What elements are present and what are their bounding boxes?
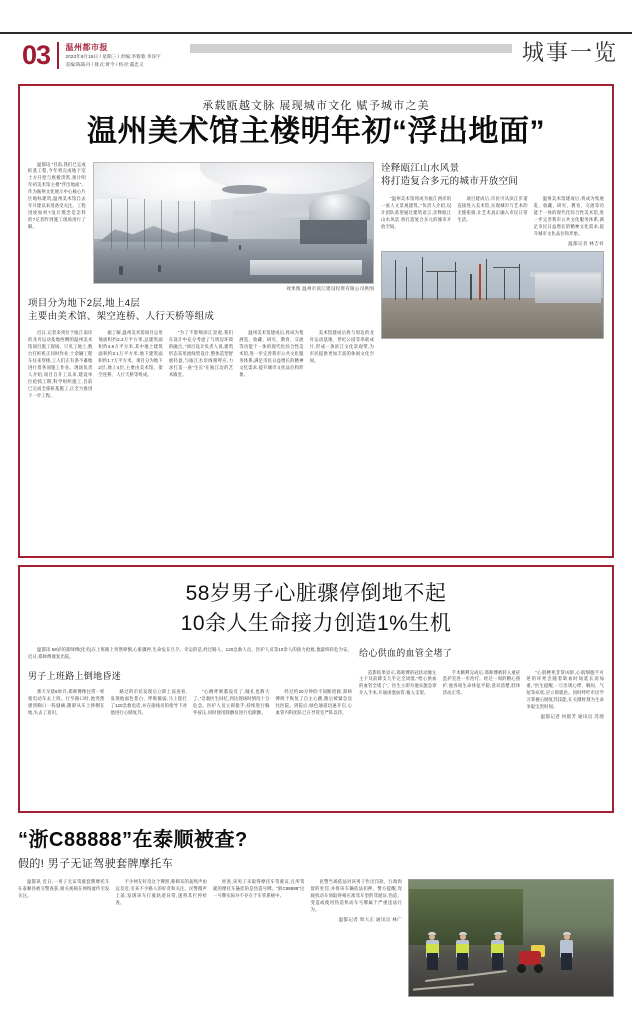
article2-subhead-left: 男子上班路上倒地昏迷 [28, 670, 122, 681]
article2-headline-line-1: 58岁男子心脏骤停倒地不起 [185, 582, 447, 605]
article1-col-2: 据了解,温州美术馆项目总用地面积约2.2万平方米,总建筑面积约4.8万平方米,其中地上建筑面积约3.1万平方米,地下建筑面积约1.7万平方米。项目分为地下2层,地上4层,主要由美术馆、架空连桥、人行天桥等组成。 [98, 330, 163, 377]
article3-col-2: 不少网友好奇这个牌照,称刺耳的轰鸣声由远及近,引来不少路人的好奇和关注。民警循声上前,发现该车行驶轨迹异常,遂将其拦停检查。 [115, 879, 207, 905]
article2-col-4: 经过约20分钟的不间断抢救,郑师傅终于恢复了自主心跳,随后被紧急送往医院。到院后,绿色通道迅速开启,心血管内科团队已在导管室严阵以待。 [275, 689, 353, 715]
article1-col-6: “温州美术馆将成为瓯江两岸的一座人文景观建筑。”负责人介绍,设计团队希望通过建筑语言,诠释瓯江山水风景,将打造复合多元的城市开放空间。 [381, 196, 452, 229]
article3-col-1: 温都讯 近日,一男子无证驾驶套牌摩托车在泰顺县被交警查获,相关视频在网络流传引发关注。 [18, 879, 110, 898]
article2-col-5: 造影结果显示,郑师傅的冠状动脉左主干及前降支几乎完全闭塞,“给心供血的血管全堵了”。医生立即为他实施急诊介入手术,开通闭塞血管,植入支架。 [359, 669, 437, 696]
article1-lead: 温都讯 “目前,我们已完成桩基工程,今年将完成地下室土方开挖与底板浇筑,预计明年初美术馆主楼“浮出地面”。作为瓯州文化展示中心核心片区地标建筑,温州美术馆自去年开建以来进备受关注。工程进度如何?设计理念是怎样的?记者昨到施工现场进行了解。 [28, 161, 86, 230]
article2-byline: 温都记者 何群芳 通讯员 苏现 [540, 714, 604, 720]
article1-byline: 温都记者 林吉祥 [568, 240, 604, 246]
article1-col-1: 近日,记者来到位于瓯江南岸的龙舟运动基地西侧的温州美术馆项目施工现场。只见工地上,数台打桩机正同时作业,十余辆工程车往来穿梭,工人们正有条不紊地进行着各项施工作业。现场负责人介绍,项目自开工以来,建设单位抢抓工期,科学组织施工,目前已完成全部桩基施工,正全力推进下一步工程。 [28, 330, 93, 398]
masthead [0, 0, 632, 78]
article3-col-4: 民警当场依法对该男子作出罚款、行政拘留的处罚,并将该车辆依法扣押。警方提醒,驾驶机动车须取得相应准驾车型的驾驶证,伪造、变造或使用伪造机动车号牌属于严重违法行为。 [310, 879, 402, 912]
article1-col-5: 美术馆建成后将与周边的龙舟运动基地、世纪公园等串联成片,形成一条滨江文化景观带,为市民提供更加丰富的休闲文化空间。 [309, 330, 375, 363]
article1-col-3: “为了不影响滨江景观,我们在设计中充分考虑了与周边环境的融合。”项目设计负责人说,建筑形态采用流线型设计,整体造型舒展轻盈,与瓯江水岸线相呼应,力求打造一座“生长”在瓯江边的艺术殿堂。 [168, 330, 234, 377]
article2-col-2: 路过的市民发现后立即上前查看,发现他面色苍白、呼吸微弱,马上拨打了120急救电话,并在接线员的指导下对他进行心肺复苏。 [110, 689, 188, 715]
article2-col-7: “心肌梗死非常凶险,心肌细胞不可逆的坏死会随着缺血时间延长而加重。”医生提醒,一旦出现心悸、胸闷、气短等症状,应立即就医。同时呼吁市民学习掌握心肺复苏技能,在关键时刻为生命争取宝贵时间。 [526, 669, 605, 710]
photo-construction-site [381, 251, 604, 339]
section-title: 城事一览 [521, 40, 618, 65]
masthead-divider [57, 42, 59, 69]
article1-col-7: 项目建成后,市民可从滨江步道直接进入美术馆,实现城市与艺术的无缝衔接,让艺术真正融入市民日常生活。 [457, 196, 528, 222]
article1-subhead-left-2: 主要由美术馆、架空连桥、人行天桥等组成 [28, 311, 215, 323]
article3-byline: 温都记者 周大正 通讯员 林广 [338, 916, 402, 922]
article2-headline-line-2: 10余人生命接力创造1%生机 [180, 611, 452, 635]
article2-col-1: 那天早晨6时许,郑师傅像往常一样骑电动车去上班。行至路口时,他突然感到胸口一阵剧痛,随即从车上摔倒在地,失去了意识。 [28, 689, 105, 715]
article2-lead: 温都讯 58岁的郑师傅(化名)在上班路上突然晕倒,心脏骤停,生命危在旦夕。幸运的是,经过路人、120急救人员、医护人员等10余人的接力抢救,他最终转危为安。近日,郑师傅康复出院。 [28, 646, 353, 659]
article1-col-8: 温州美术馆建成后,将成为集展览、收藏、研究、教育、交流等功能于一体的现代化综合性美术馆,进一步完善我市公共文化服务体系,满足市民日益增长的精神文化需求,提升城市文化品位和形象。 [533, 196, 604, 236]
article1-photo-caption: 效果图 温州市滨江建设投资有限公司供图 [286, 285, 374, 291]
article-city-art-museum [18, 84, 614, 558]
article1-subhead-right-2: 将打造复合多元的城市开放空间 [381, 176, 519, 188]
photo-traffic-police [408, 879, 614, 997]
article1-col-4: 温州美术馆建成后,将成为集展览、收藏、研究、教育、交流等功能于一体的现代化综合性美术馆,进一步完善我市公共文化服务体系,满足市民日益增长的精神文化需求,提升城市文化品位和形象。 [239, 330, 304, 377]
paper-name: 温州都市报 [65, 43, 109, 52]
masthead-meta-line-1: 2023年8月18日 / 星期三 / 责编:李蓉蓉 李泽宇 [65, 54, 161, 60]
article-cardiac-rescue [18, 565, 614, 813]
article-fake-plate [18, 823, 614, 997]
article1-subhead-left-1: 项目分为地下2层,地上4层 [28, 297, 141, 309]
article3-subhead: 假的! 男子无证驾驶套牌摩托车 [18, 858, 174, 870]
article1-headline: 温州美术馆主楼明年初“浮出地面” [87, 115, 545, 148]
masthead-meta-line-2: 美编:陈陈丹 / 排式:黄今 / 校对:董忠义 [65, 61, 144, 67]
article2-col-6: 手术顺利完成后,郑师傅被转入重症监护室进一步治疗。经过一周的精心照护,他各项生命体征平稳,意识清楚,肢体活动正常。 [442, 669, 521, 696]
article3-headline: “浙C88888”在泰顺被查? [18, 829, 248, 851]
article2-col-3: “心跳呼吸都没有了,瞳孔也散大了。”急救医生回忆,到达现场时情况十分危急。医护人员立即接手,持续进行胸外按压,同时使用除颤仪进行电除颤。 [193, 689, 270, 715]
page-number: 03 [22, 40, 51, 70]
article3-col-3: 经查,该男子未取得摩托车驾驶证,且所驾驶的摩托车悬挂的是伪造号牌。“浙C88888”这一号牌实际并不存在于车管系统中。 [213, 879, 305, 898]
photo-museum-rendering [93, 162, 374, 284]
article2-subhead-right: 给心供血的血管全堵了 [359, 647, 453, 658]
article1-kicker: 承载瓯越文脉 展现城市文化 赋予城市之美 [202, 100, 430, 112]
article1-subhead-right-1: 诠释瓯江山水风景 [381, 162, 460, 174]
